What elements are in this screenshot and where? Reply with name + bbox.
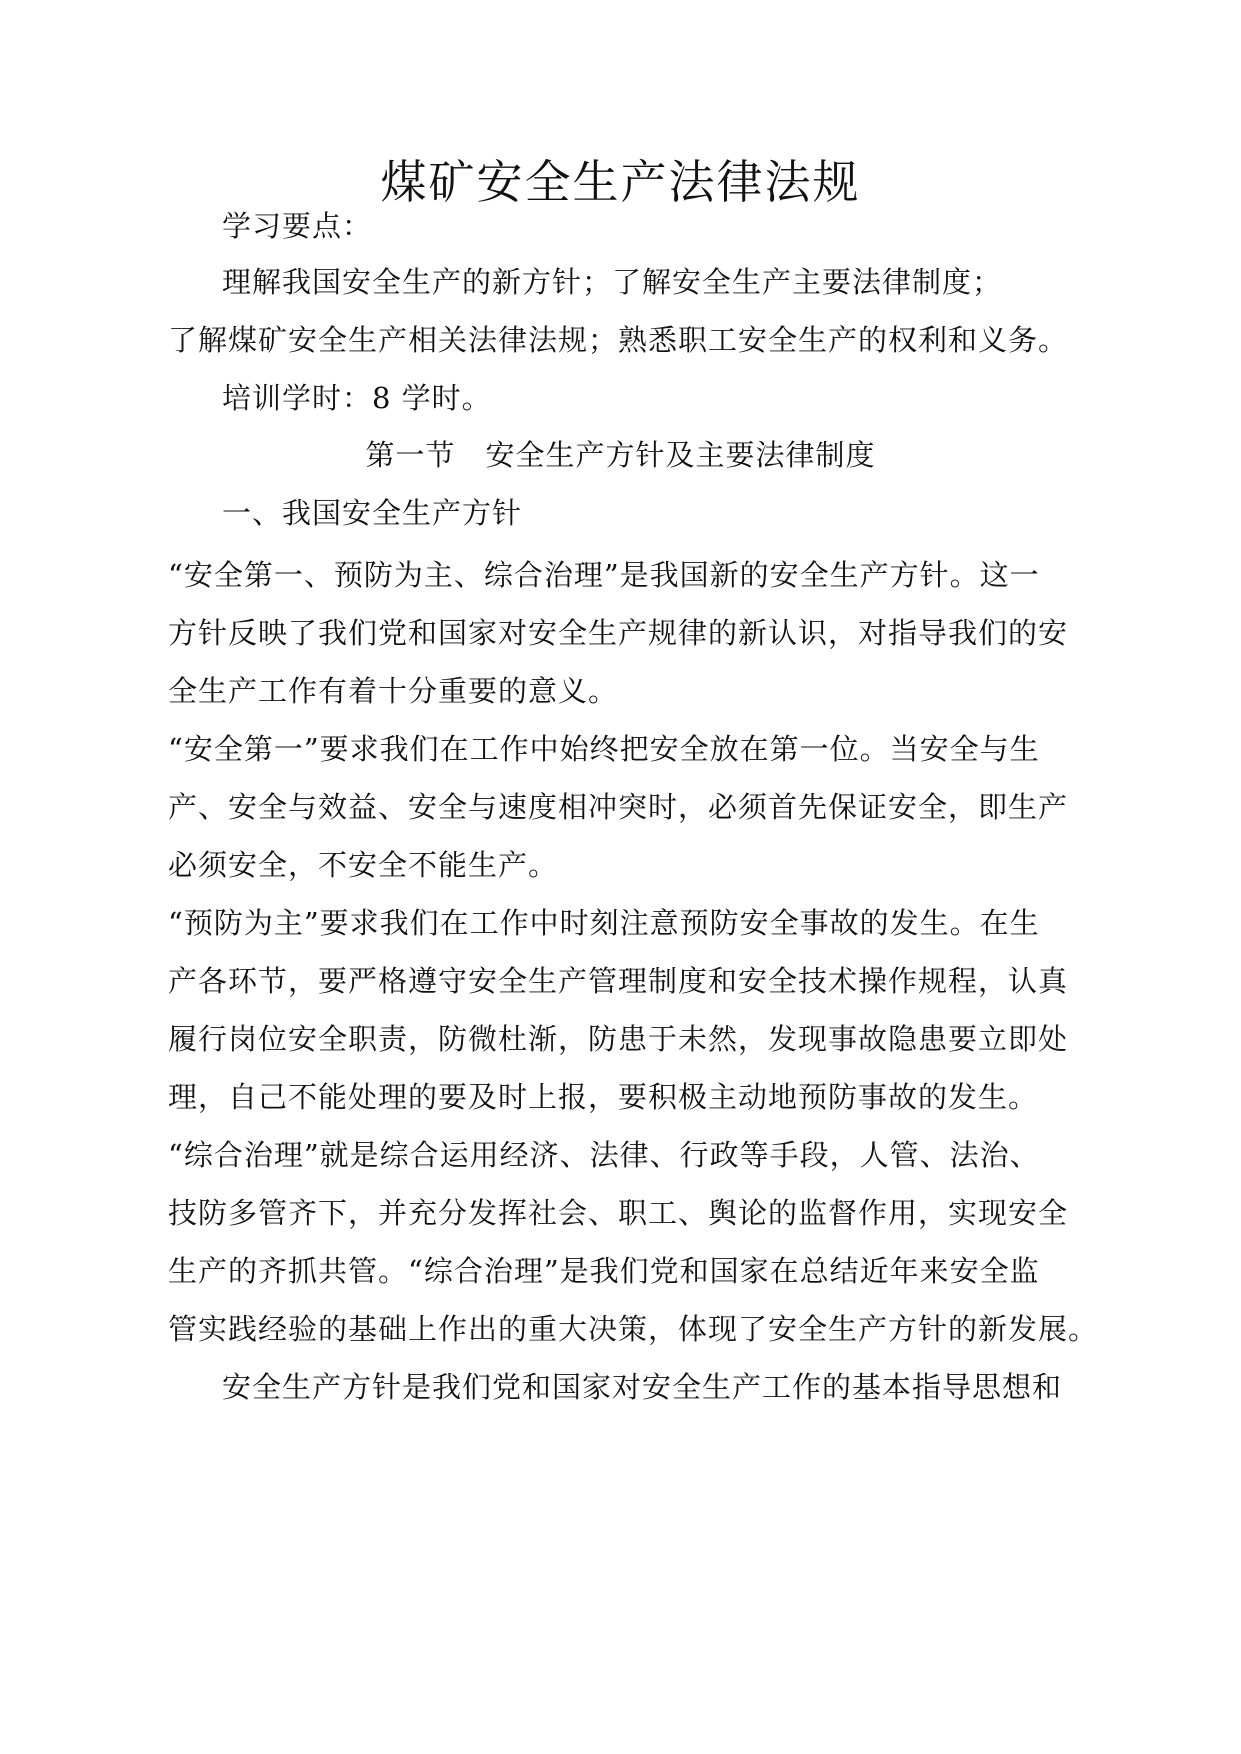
paragraph-line: 全生产工作有着十分重要的意义。 <box>168 674 619 708</box>
study-points-heading: 学习要点： <box>222 209 373 243</box>
subheading: 一、我国安全生产方针 <box>222 496 523 530</box>
paragraph-line: “综合治理”就是综合运用经济、法律、行政等手段，人管、法治、 <box>168 1138 1040 1172</box>
section-number: 第一节 <box>365 438 456 472</box>
intro-line-1: 理解我国安全生产的新方针；了解安全生产主要法律制度； <box>222 265 1003 299</box>
paragraph-line: 理，自己不能处理的要及时上报，要积极主动地预防事故的发生。 <box>168 1080 1039 1114</box>
section-heading <box>0 435 1241 475</box>
paragraph-line: 产各环节，要严格遵守安全生产管理制度和安全技术操作规程，认真 <box>168 964 1069 998</box>
paragraph-line: “安全第一、预防为主、综合治理”是我国新的安全生产方针。这一 <box>168 558 1040 592</box>
paragraph-line: 必须安全，不安全不能生产。 <box>168 848 559 882</box>
paragraph-line: 履行岗位安全职责，防微杜渐，防患于未然，发现事故隐患要立即处 <box>168 1022 1069 1056</box>
paragraph-line: “安全第一”要求我们在工作中始终把安全放在第一位。当安全与生 <box>168 732 1040 766</box>
paragraph-line: 生产的齐抓共管。“综合治理”是我们党和国家在总结近年来安全监 <box>168 1254 1040 1288</box>
section-name: 安全生产方针及主要法律制度 <box>485 438 876 472</box>
document-title: 煤矿安全生产法律法规 <box>380 155 861 209</box>
paragraph-line: 安全生产方针是我们党和国家对安全生产工作的基本指导思想和 <box>222 1370 1063 1404</box>
paragraph-line: 方针反映了我们党和国家对安全生产规律的新认识，对指导我们的安 <box>168 616 1069 650</box>
paragraph-line: 管实践经验的基础上作出的重大决策，体现了安全生产方针的新发展。 <box>168 1312 1099 1346</box>
intro-line-2: 了解煤矿安全生产相关法律法规；熟悉职工安全生产的权利和义务。 <box>168 323 1069 357</box>
paragraph-line: 产、安全与效益、安全与速度相冲突时，必须首先保证安全，即生产 <box>168 790 1069 824</box>
paragraph-line: 技防多管齐下，并充分发挥社会、职工、舆论的监督作用，实现安全 <box>168 1196 1069 1230</box>
training-hours: 培训学时：8 学时。 <box>222 381 492 415</box>
paragraph-line: “预防为主”要求我们在工作中时刻注意预防安全事故的发生。在生 <box>168 906 1040 940</box>
